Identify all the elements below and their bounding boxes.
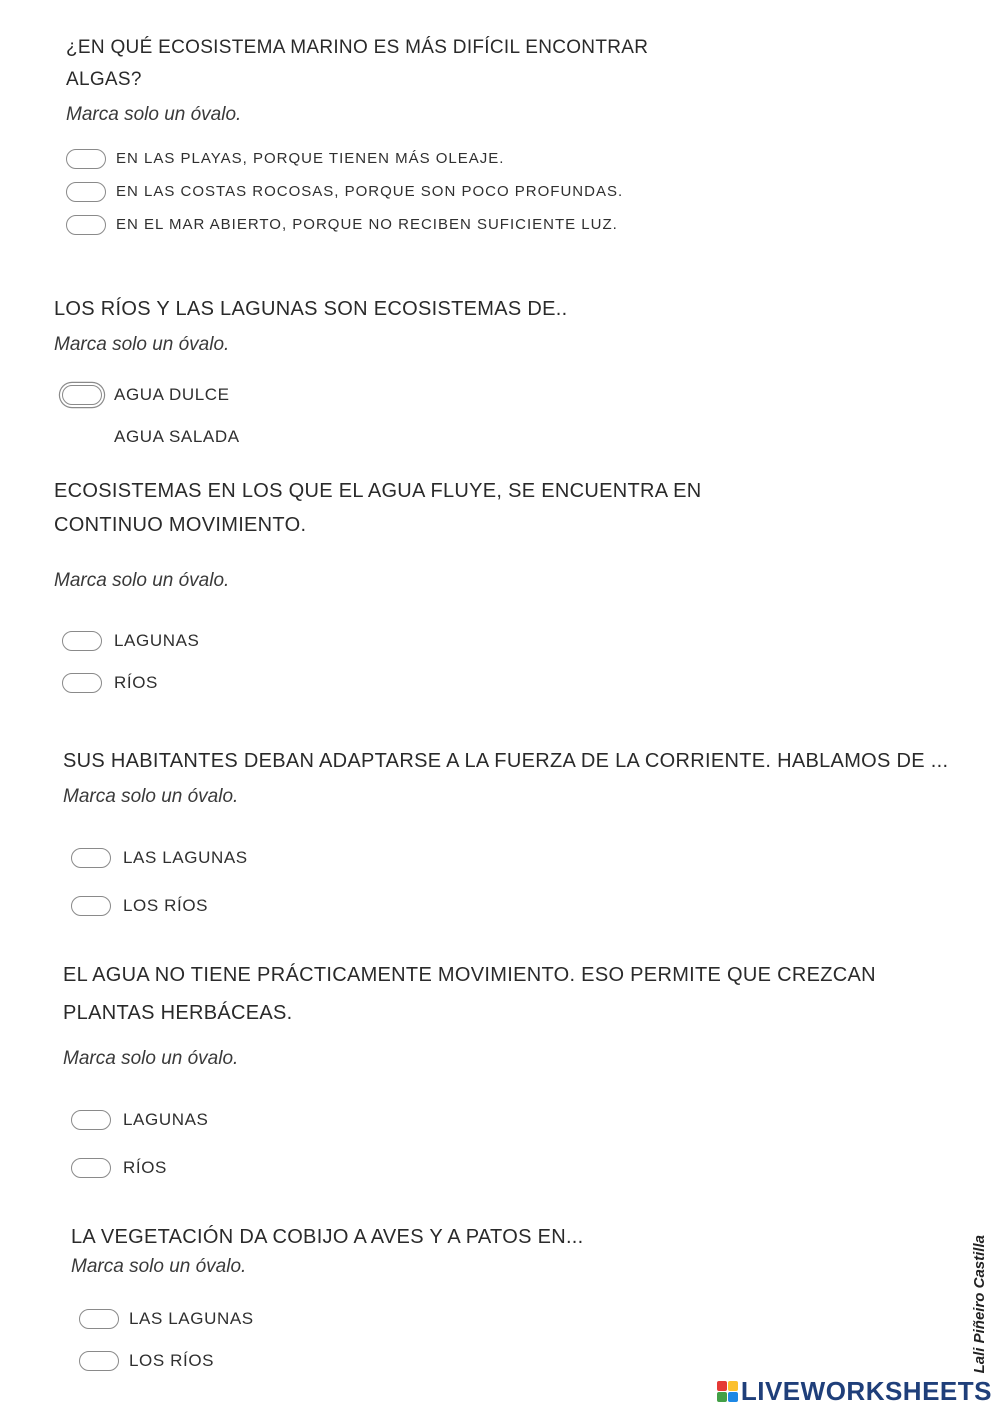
option-label: EN EL MAR ABIERTO, PORQUE NO RECIBEN SUFICIENTE LUZ. [116,216,618,233]
question-5-title-line-2: PLANTAS HERBÁCEAS. [63,1002,293,1024]
radio-oval-icon[interactable] [62,631,102,651]
question-2-title-line-1: LOS RÍOS Y LAS LAGUNAS SON ECOSISTEMAS DE.. [54,298,568,320]
question-4 [63,744,948,930]
option-label: AGUA SALADA [114,427,240,446]
option-label: EN LAS PLAYAS, PORQUE TIENEN MÁS OLEAJE. [116,150,505,167]
liveworksheets-logo-icon [717,1381,738,1402]
logo-square-yellow [728,1381,738,1391]
radio-oval-icon[interactable] [62,385,102,405]
option-label: LAS LAGUNAS [129,1309,254,1328]
radio-oval-icon[interactable] [71,848,111,868]
question-5-hint: Marca solo un óvalo. [63,1048,239,1069]
radio-oval-icon[interactable] [71,1158,111,1178]
option-label: LAGUNAS [123,1110,209,1129]
question-6-option-1[interactable] [71,1298,584,1340]
liveworksheets-logo[interactable] [717,1376,992,1407]
radio-oval-icon[interactable] [71,896,111,916]
question-5-title [63,956,876,1032]
option-label: LAS LAGUNAS [123,848,248,867]
question-2 [54,292,567,458]
option-label: RÍOS [123,1158,167,1177]
question-1-option-3[interactable] [66,208,648,241]
question-5-option-2[interactable] [63,1144,876,1192]
question-3 [54,474,702,704]
logo-square-blue [728,1392,738,1402]
question-6-title-line-1: LA VEGETACIÓN DA COBIJO A AVES Y A PATOS EN... [71,1226,584,1248]
question-3-title [54,474,702,542]
question-5-option-1[interactable] [63,1096,876,1144]
option-label: LOS RÍOS [129,1351,215,1370]
question-2-options [54,374,567,458]
radio-oval-icon[interactable] [79,1309,119,1329]
question-2-option-1[interactable] [54,374,567,416]
question-1 [66,32,648,241]
question-2-hint: Marca solo un óvalo. [54,334,230,355]
question-4-option-1[interactable] [63,834,948,882]
radio-oval-icon[interactable] [62,673,102,693]
logo-square-green [717,1392,727,1402]
question-4-title [63,744,948,778]
option-label: LAGUNAS [114,631,200,650]
option-label: AGUA DULCE [114,385,230,404]
question-1-title-line-1: ¿EN QUÉ ECOSISTEMA MARINO ES MÁS DIFÍCIL ENCONTRAR [66,37,649,58]
question-3-option-2[interactable] [54,662,702,704]
question-1-hint: Marca solo un óvalo. [66,104,242,125]
brand-name: LIVEWORKSHEETS [740,1376,992,1406]
question-3-options [54,620,702,704]
logo-square-red [717,1381,727,1391]
question-6-option-2[interactable] [71,1340,584,1382]
question-6-title [71,1220,584,1254]
radio-oval-icon[interactable] [66,149,106,169]
question-3-title-line-1: ECOSISTEMAS EN LOS QUE EL AGUA FLUYE, SE ENCUENTRA EN [54,480,702,502]
question-1-title-line-2: ALGAS? [66,69,142,90]
question-1-options [66,142,648,241]
radio-oval-icon[interactable] [71,1110,111,1130]
question-4-option-2[interactable] [63,882,948,930]
option-label: RÍOS [114,673,158,692]
radio-oval-icon[interactable] [79,1351,119,1371]
question-5-title-line-1: EL AGUA NO TIENE PRÁCTICAMENTE MOVIMIENTO. ESO PERMITE QUE CREZCAN [63,964,876,986]
question-1-title [66,32,648,96]
question-2-option-2[interactable] [54,416,567,458]
radio-oval-icon[interactable] [66,215,106,235]
question-1-option-1[interactable] [66,142,648,175]
option-label: EN LAS COSTAS ROCOSAS, PORQUE SON POCO PROFUNDAS. [116,183,624,200]
radio-oval-icon[interactable] [66,182,106,202]
question-4-options [63,834,948,930]
question-3-hint: Marca solo un óvalo. [54,570,230,591]
question-3-title-line-2: CONTINUO MOVIMIENTO. [54,514,307,536]
question-6-options [71,1298,584,1382]
question-5 [63,956,876,1192]
question-3-option-1[interactable] [54,620,702,662]
question-4-title-line-1: SUS HABITANTES DEBAN ADAPTARSE A LA FUERZA DE LA CORRIENTE. HABLAMOS DE ... [63,750,949,772]
question-6-hint: Marca solo un óvalo. [71,1256,247,1277]
question-2-title [54,292,567,326]
option-label: LOS RÍOS [123,896,209,915]
question-4-hint: Marca solo un óvalo. [63,786,239,807]
question-5-options [63,1096,876,1192]
author-signature: Lali Piñeiro Castilla [971,1235,988,1374]
question-1-option-2[interactable] [66,175,648,208]
question-6 [71,1220,584,1382]
